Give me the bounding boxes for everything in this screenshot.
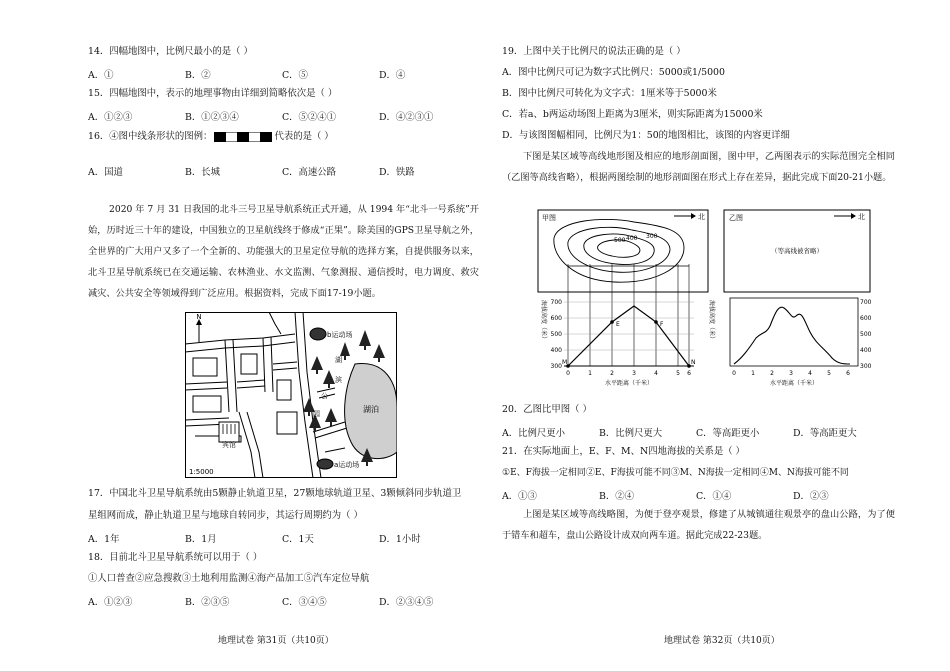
a-field-icon	[317, 459, 333, 469]
yi-ytick-400: 400	[860, 347, 872, 354]
yi-ytick-500: 500	[860, 331, 872, 338]
q18-option-b: B．②③⑤	[185, 597, 230, 608]
page-footer-left: 地理试卷 第31页（共10页）	[218, 636, 334, 646]
jia-label: 甲图	[542, 214, 556, 222]
q16-option-d: D．铁路	[379, 167, 415, 178]
q14-option-d: D．④	[379, 70, 406, 81]
yi-xtick-0: 0	[732, 370, 736, 377]
point-n: N	[691, 359, 696, 366]
yi-xtick-4: 4	[808, 370, 812, 377]
yi-ylabel: 海拔高度（米）	[708, 300, 715, 343]
point-e: E	[616, 321, 620, 328]
park-char-1: 湖	[335, 356, 342, 364]
q20-option-b: B．比例尺更大	[599, 428, 663, 439]
yi-xtick-2: 2	[770, 370, 774, 377]
q18-stem: 18．目前北斗卫星导航系统可以用于（ ）	[88, 552, 263, 563]
a-field-label: a运动场	[334, 461, 360, 469]
q19-option-d: D．与该图图幅相同，比例尺为1：50的地图相比，该图的内容更详细	[502, 130, 790, 141]
q18-list: ①人口普查②应急搜救③土地利用监测④海产品加工⑤汽车定位导航	[88, 573, 370, 584]
q17-option-b: B．1月	[185, 534, 217, 545]
yi-xtick-5: 5	[827, 370, 831, 377]
contour-label-400: 400	[626, 235, 638, 242]
page-footer-right: 地理试卷 第32页（共10页）	[664, 636, 780, 646]
jia-ytick-500: 500	[550, 331, 562, 338]
q16-stem-after: 代表的是（ ）	[274, 131, 334, 142]
q19-option-b: B．图中比例尺可转化为文字式：1厘米等于5000米	[502, 88, 717, 99]
q15-option-d: D．④②③①	[379, 112, 434, 123]
yi-xlabel: 水平距离（千米）	[769, 380, 819, 387]
jia-xtick-0: 0	[566, 370, 570, 377]
q17-stem-line1: 17．中国北斗卫星导航系统由5颗静止轨道卫星，27颗地球轨道卫星、3颗倾斜同步轨道卫	[88, 488, 462, 499]
yi-xtick-3: 3	[789, 370, 793, 377]
q20-option-a: A．比例尺更小	[502, 428, 566, 439]
q17-option-d: D．1小时	[379, 534, 421, 545]
q17-stem-line2: 星组网而成，静止轨道卫星与地球自转同步，其运行周期约为（ ）	[88, 510, 363, 521]
town-map	[185, 312, 397, 478]
q20-option-d: D．等高距更大	[793, 428, 857, 439]
yi-north: 北	[858, 213, 865, 221]
q18-option-c: C．③④⑤	[282, 597, 327, 608]
q21-list: ①E、F海拔一定相同②E、F海拔可能不同③M、N海拔一定相同④M、N海拔可能不同	[502, 468, 849, 478]
jia-ytick-400: 400	[550, 347, 562, 354]
jia-north: 北	[698, 213, 705, 221]
yi-xtick-1: 1	[751, 370, 755, 377]
q15-option-c: C．⑤②④①	[282, 112, 337, 123]
yi-ytick-600: 600	[860, 315, 872, 322]
contour-label-500: 500	[614, 237, 626, 244]
q17-option-a: A．1年	[88, 534, 120, 545]
q21-option-c: C．①④	[696, 491, 732, 502]
jia-ytick-300: 300	[550, 363, 562, 370]
q15-option-b: B．①②③④	[185, 112, 239, 123]
q16-option-c: C．高速公路	[282, 167, 337, 178]
q16-option-b: B．长城	[185, 167, 221, 178]
map-north-label: N	[196, 313, 202, 321]
park-char-2: 滨	[335, 376, 342, 384]
b-field-label: b运动场	[327, 331, 353, 339]
yi-label: 乙图	[729, 214, 743, 222]
q14-option-a: A．①	[88, 70, 114, 81]
jia-xtick-4: 4	[654, 370, 658, 377]
q16-stem-before: 16．④图中线条形状的图例：	[88, 131, 213, 142]
park-char-3: 公	[321, 392, 328, 400]
q14-option-c: C．⑤	[282, 70, 308, 81]
jia-profile-line	[568, 306, 689, 366]
jia-xtick-2: 2	[610, 370, 614, 377]
jia-xlabel: 水平距离（千米）	[604, 380, 654, 387]
q20-option-c: C．等高距更小	[696, 428, 760, 439]
q19-option-a: A．图中比例尺可记为数字式比例尺：5000或1/5000	[502, 67, 725, 78]
hotel-label: 宾馆	[222, 441, 236, 449]
railway-legend-icon	[214, 132, 272, 142]
q16-option-a: A．国道	[88, 167, 123, 178]
jia-ylabel: 海拔高度（米）	[540, 300, 547, 343]
q21-option-b: B．②④	[599, 491, 635, 502]
passage-beidou: 2020 年 7 月 31 日我国的北斗三号卫星导航系统正式开通，从 1994 年“北斗一号系统”开始，历时近三十年的建设，中国独立的卫星航线终于修成“正果”。除美国的GPS卫星导航之外，全世界的广大用户又多了一个全新的、功能强大的卫星定位导航的选择方案，自提供服务以来，北斗卫星导航系统已在交通运输、农林渔业、水文监测、气象测报、通信授时，电力调度、救灾减灾、公共安全等领域得到广泛应用。根据资料，完成下面17-19小题。	[88, 204, 479, 299]
contour-label-300: 300	[646, 233, 658, 240]
q19-option-c: C．若a、b两运动场图上距离为3厘米，则实际距离为15000米	[502, 109, 763, 120]
q16-stem	[88, 131, 334, 143]
q15-stem: 15．四幅地图中，表示的地理事物由详细到简略依次是（ ）	[88, 88, 338, 99]
yi-omitted: （等高线被省略）	[771, 247, 823, 255]
q14-stem: 14．四幅地图中，比例尺最小的是（ ）	[88, 46, 253, 57]
q15-option-a: A．①②③	[88, 112, 133, 123]
q21-stem: 21．在实际地面上，E、F、M、N四地海拔的关系是（ ）	[502, 446, 745, 457]
passage-contour: 下图是某区域等高线地形图及相应的地形剖面图，图中甲，乙两图表示的实际范围完全相同（乙图等高线省略），根据两图绘制的地形剖面图在形式上存在差异，据此完成下面20-21小题。	[502, 151, 895, 183]
q14-option-b: B．②	[185, 70, 211, 81]
contour-profile-figure	[534, 208, 874, 394]
jia-xtick-3: 3	[632, 370, 636, 377]
point-f: F	[660, 321, 664, 328]
yi-xtick-6: 6	[846, 370, 850, 377]
yi-ytick-700: 700	[860, 299, 872, 306]
q21-option-a: A．①③	[502, 491, 537, 502]
map-scale: 1:5000	[189, 468, 214, 476]
q17-option-c: C．1天	[282, 534, 314, 545]
q19-stem: 19．上图中关于比例尺的说法正确的是（ ）	[502, 46, 686, 57]
b-field-icon	[310, 328, 326, 340]
hotel-icon	[219, 422, 239, 442]
lake-label: 湖泊	[363, 405, 379, 414]
jia-ytick-700: 700	[550, 299, 562, 306]
jia-ytick-600: 600	[550, 315, 562, 322]
passage-road: 上图是某区域等高线略图，为便于登亭观景，修建了从城镇通往观景亭的盘山公路，为了便于错车和超车，盘山公路设计成双向两车道。据此完成22-23题。	[502, 509, 895, 541]
point-m: M	[562, 359, 568, 366]
jia-xtick-1: 1	[588, 370, 592, 377]
q21-option-d: D．②③	[793, 491, 829, 502]
q20-stem: 20．乙图比甲图（ ）	[502, 404, 592, 415]
park-char-4: 园	[313, 410, 320, 418]
yi-ytick-300: 300	[860, 363, 872, 370]
jia-xtick-6: 6	[687, 370, 691, 377]
jia-xtick-5: 5	[676, 370, 680, 377]
q18-option-d: D．②③④⑤	[379, 597, 434, 608]
q18-option-a: A．①②③	[88, 597, 133, 608]
